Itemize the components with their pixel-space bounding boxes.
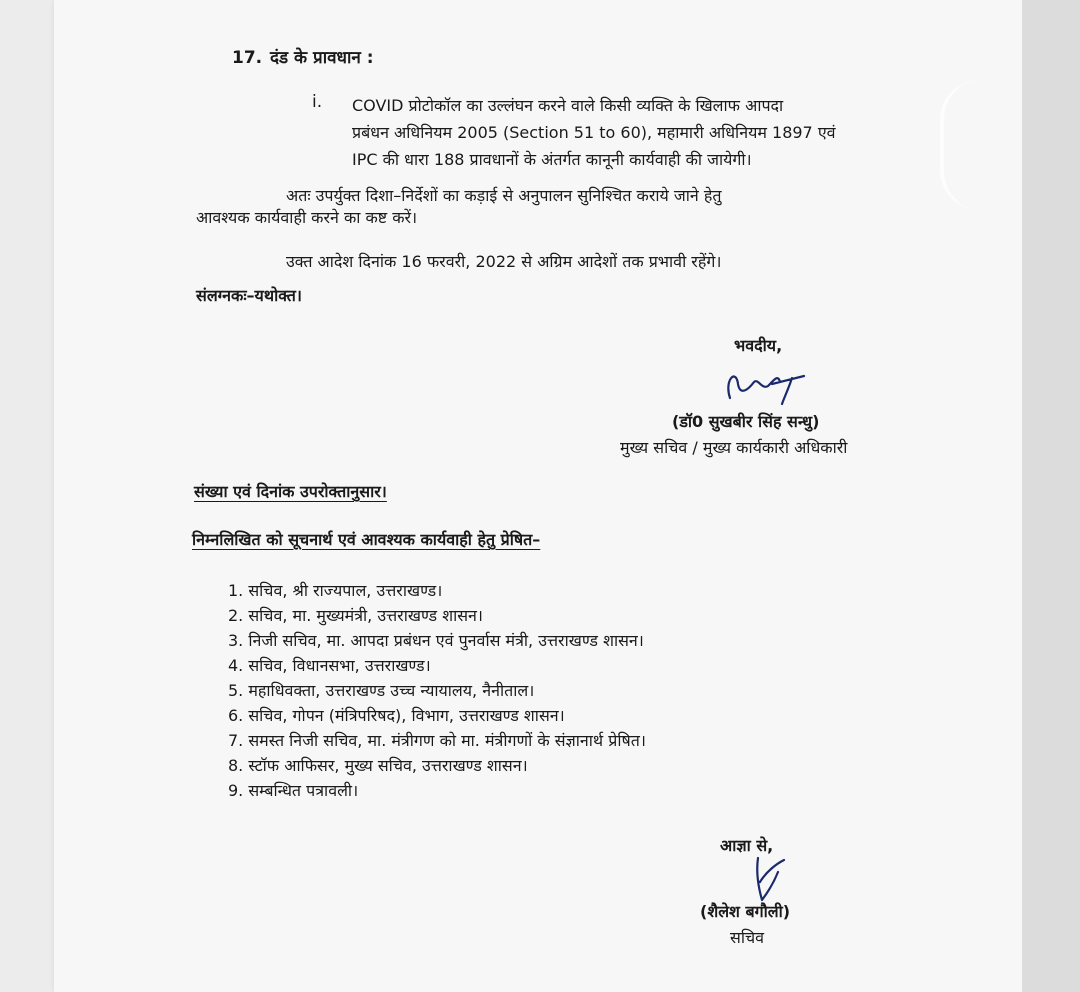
page-edge [1022,0,1080,992]
scan-artifact [940,80,1004,210]
item-line-2: प्रबंधन अधिनियम 2005 (Section 51 to 60), महामारी अधिनियम 1897 एवं [352,123,836,142]
list-item: 4. सचिव, विधानसभा, उत्तराखण्ड। [228,656,431,675]
item-line-1: COVID प्रोटोकॉल का उल्लंघन करने वाले किसी व्यक्ति के खिलाफ आपदा [352,96,784,115]
para1-line-1: अतः उपर्युक्त दिशा–निर्देशों का कड़ाई से अनुपालन सुनिश्चित कराये जाने हेतु [286,186,722,205]
second-signatory-name: (शैलेश बगौली) [700,902,791,921]
enclosure: संलग्नकः–यथोक्त। [196,286,302,305]
closing-salutation: भवदीय, [734,336,783,355]
section-heading: दंड के प्रावधान : [270,48,374,68]
para1-line-2: आवश्यक कार्यवाही करने का कष्ट करें। [196,208,418,227]
item-line-3: IPC की धारा 188 प्रावधानों के अंतर्गत कानूनी कार्यवाही की जायेगी। [352,150,752,169]
list-item: 1. सचिव, श्री राज्यपाल, उत्तराखण्ड। [228,581,443,600]
list-item: 5. महाधिवक्ता, उत्तराखण्ड उच्च न्यायालय, नैनीताल। [228,681,535,700]
para2: उक्त आदेश दिनांक 16 फरवरी, 2022 से अग्रिम आदेशों तक प्रभावी रहेंगे। [286,252,722,271]
second-closing: आज्ञा से, [720,836,774,855]
item-marker: i. [312,92,323,112]
list-item: 8. स्टॉफ आफिसर, मुख्य सचिव, उत्तराखण्ड शासन। [228,756,528,775]
signatory-name: (डॉ0 सुखबीर सिंह सन्धु) [672,412,820,431]
signature-image [722,360,812,410]
second-signature-image [748,852,792,906]
reference-line: संख्या एवं दिनांक उपरोक्तानुसार। [194,482,387,501]
list-item: 3. निजी सचिव, मा. आपदा प्रबंधन एवं पुनर्वास मंत्री, उत्तराखण्ड शासन। [228,631,644,650]
list-item: 7. समस्त निजी सचिव, मा. मंत्रीगण को मा. मंत्रीगणों के संज्ञानार्थ प्रेषित। [228,731,646,750]
list-item: 6. सचिव, गोपन (मंत्रिपरिषद), विभाग, उत्तराखण्ड शासन। [228,706,565,725]
section-number: 17. [232,48,263,68]
signatory-designation: मुख्य सचिव / मुख्य कार्यकारी अधिकारी [620,438,848,457]
copy-heading: निम्नलिखित को सूचनार्थ एवं आवश्यक कार्यवाही हेतु प्रेषित– [192,530,541,549]
second-signatory-designation: सचिव [730,928,765,947]
list-item: 2. सचिव, मा. मुख्यमंत्री, उत्तराखण्ड शासन। [228,606,483,625]
list-item: 9. सम्बन्धित पत्रावली। [228,781,359,800]
